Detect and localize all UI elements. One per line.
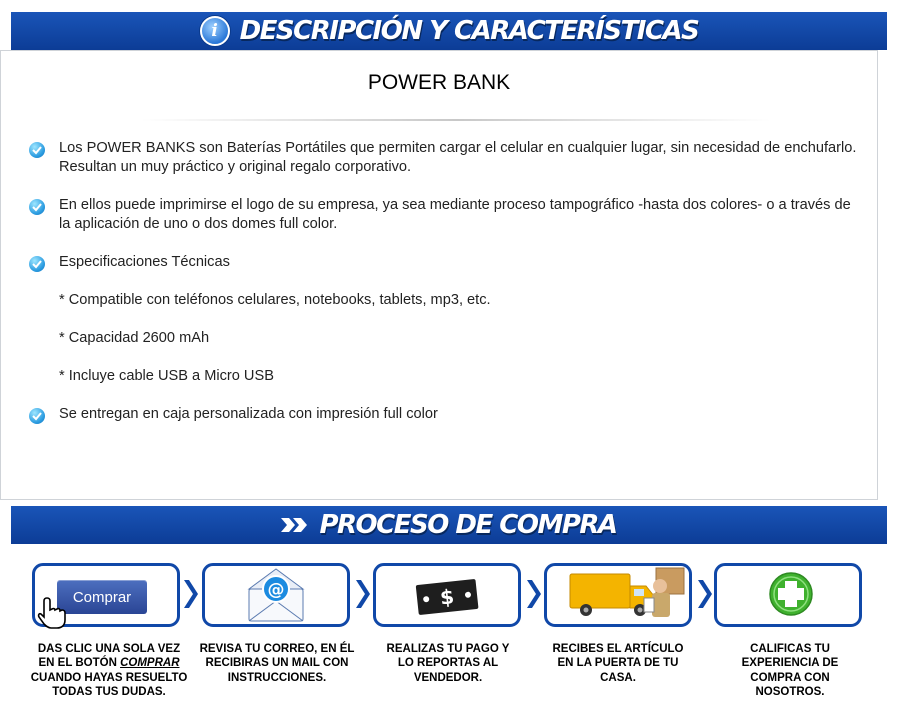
feature-item [29,405,861,424]
spec-text: * Capacidad 2600 mAh [59,330,210,346]
check-icon [29,256,45,272]
step-2-box [202,563,350,627]
feature-text: Especificaciones Técnicas [59,254,230,270]
delivery-truck-icon [548,564,690,626]
svg-text:@: @ [267,580,285,600]
spec-line [29,367,861,386]
feature-item [29,139,861,177]
double-arrow-icon [281,516,309,534]
description-banner [11,12,887,50]
check-icon [29,408,45,424]
feature-item [29,196,861,234]
feature-item [29,253,861,272]
check-icon [29,142,45,158]
product-title: POWER BANK [367,71,511,94]
product-description-card [0,50,878,500]
spec-text: * Incluye cable USB a Micro USB [59,368,274,384]
step-1-caption-emphasis: COMPRAR [120,657,180,670]
mail-icon [241,567,311,625]
plus-icon [767,570,815,618]
chevron-right-icon [527,580,541,608]
check-icon [29,199,45,215]
purchase-process-banner [11,506,887,544]
feature-list [29,139,861,424]
spec-line [29,291,861,310]
step-4-caption: RECIBES EL ARTÍCULO EN LA PUERTA DE TU CASA. [552,643,684,684]
chevron-right-icon [184,580,198,608]
info-icon: i [200,16,230,46]
step-1-caption-text-end: CUANDO HAYAS RESUELTO TODAS TUS DUDAS. [30,671,188,699]
step-2-caption: REVISA TU CORREO, EN ÉL RECIBIRAS UN MAIL CON INSTRUCCIONES. [199,643,355,684]
comprar-button[interactable]: Comprar [57,580,147,614]
purchase-process-title: PROCESO DE COMPRA [319,510,617,540]
step-1-box [32,563,180,627]
title-divider [141,119,771,121]
money-icon [414,574,480,618]
chevron-right-icon [698,580,712,608]
step-4-box [544,563,692,627]
step-5-caption: CALIFICAS TU EXPERIENCIA DE COMPRA CON NOSOTROS. [741,643,839,699]
step-3-caption: REALIZAS TU PAGO Y LO REPORTAS AL VENDEDOR. [386,643,510,684]
feature-text: En ellos puede imprimirse el logo de su empresa, ya sea mediante proceso tampográfico -hasta dos colores- o a través de la aplicación de uno o dos domes full color. [59,197,851,232]
spec-line [29,329,861,348]
step-3-box [373,563,521,627]
svg-text:$: $ [438,584,456,610]
step-1-caption-text: DAS CLIC UNA SOLA VEZ EN EL BOTÓN [37,643,181,670]
step-5-box [714,563,862,627]
description-banner-title: DESCRIPCIÓN Y CARACTERÍSTICAS [239,16,699,46]
feature-text: Los POWER BANKS son Baterías Portátiles que permiten cargar el celular en cualquier lugar, sin necesidad de enchufarlo. Resultan un muy práctico y original regalo corporativo. [59,140,857,175]
feature-text: Se entregan en caja personalizada con impresión full color [59,406,438,422]
chevron-right-icon [356,580,370,608]
step-1-caption [29,642,189,700]
hand-cursor-icon [37,596,67,630]
spec-text: * Compatible con teléfonos celulares, notebooks, tablets, mp3, etc. [59,292,491,308]
